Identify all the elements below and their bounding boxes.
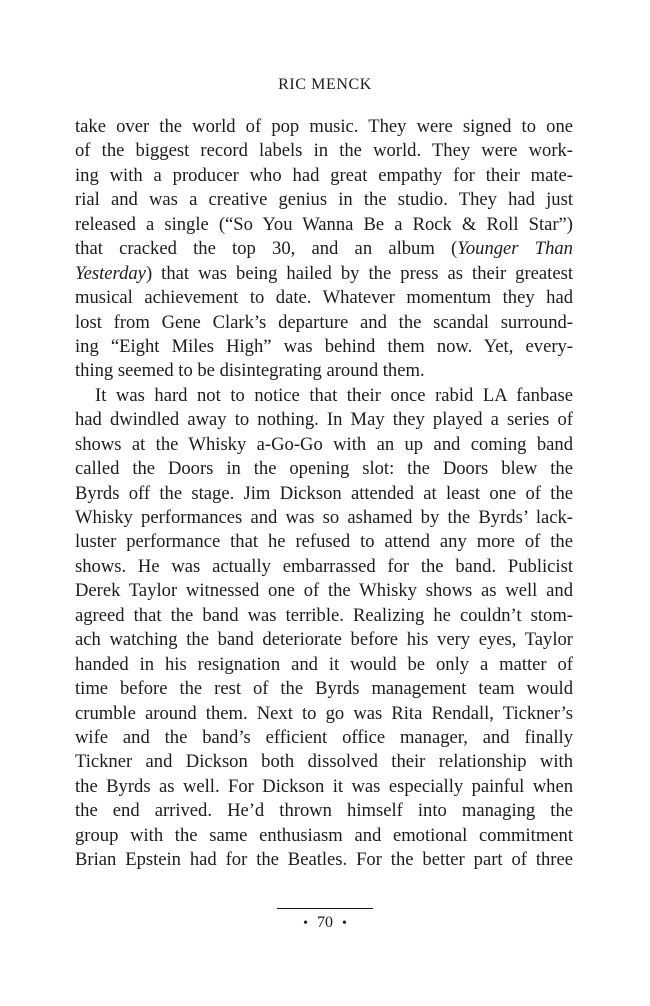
text-line: wife and the band’s efficient office manager, and finally [75,726,573,748]
text-line: rial and was a creative genius in the studio. They had just [75,189,573,211]
album-title: Younger Than [457,238,573,260]
text-line: released a single (“So You Wanna Be a Rock & Roll Star”) [75,213,573,235]
text-line: Derek Taylor witnessed one of the Whisky shows as well and [75,580,573,602]
text-line: crumble around them. Next to go was Rita Rendall, Tickner’s [75,702,573,724]
text-line: lost from Gene Clark’s departure and the scandal surround- [75,311,573,333]
page-number [0,913,650,934]
text-run: ) that was being hailed by the press as their greatest [145,262,573,284]
text-line: thing seemed to be disintegrating around them. [75,360,425,382]
text-line: Byrds off the stage. Jim Dickson attended at least one of the [75,482,573,504]
text-line [75,237,573,261]
page-number-value: 70 [317,914,333,931]
body-text [75,115,573,873]
text-line: had dwindled away to nothing. In May they played a series of [75,409,573,431]
text-line: of the biggest record labels in the world. They were work- [75,140,573,162]
text-line: shows. He was actually embarrassed for the band. Publicist [75,555,573,577]
text-line: ing with a producer who had great empathy for their mate- [75,164,573,186]
text-line: Whisky performances and was so ashamed by the Byrds’ lack- [75,507,573,528]
text-run: that cracked the top 30, and an album ( [75,238,458,260]
text-line: group with the same enthusiasm and emotional commitment [75,824,573,846]
text-line: Brian Epstein had for the Beatles. For the better part of three [75,849,573,871]
text-line: ach watching the band deteriorate before his very eyes, Taylor [75,629,573,651]
text-line: take over the world of pop music. They were signed to one [75,116,573,137]
text-line: ing “Eight Miles High” was behind them now. Yet, every- [75,335,573,357]
text-line: agreed that the band was terrible. Realizing he couldn’t stom- [75,604,573,626]
text-line: handed in his resignation and it would be only a matter of [75,653,573,675]
text-line: It was hard not to notice that their once rabid LA fanbase [95,384,573,406]
text-line: luster performance that he refused to attend any more of the [75,531,573,553]
running-head: RIC MENCK [278,76,372,93]
text-line: Tickner and Dickson both dissolved their relationship with [75,751,573,773]
text-line [75,262,573,286]
folio-dot: • [303,916,308,931]
text-line: the end arrived. He’d thrown himself into managing the [75,800,573,822]
text-line: the Byrds as well. For Dickson it was especially painful when [75,775,573,797]
text-line: musical achievement to date. Whatever momentum they had [75,287,573,309]
text-line: time before the rest of the Byrds management team would [75,678,573,700]
folio-rule [277,908,373,909]
text-line: called the Doors in the opening slot: the Doors blew the [75,458,573,480]
folio-dot: • [342,916,347,931]
text-line: shows at the Whisky a-Go-Go with an up and coming band [75,433,573,455]
album-title-cont: Yesterday [75,262,146,284]
